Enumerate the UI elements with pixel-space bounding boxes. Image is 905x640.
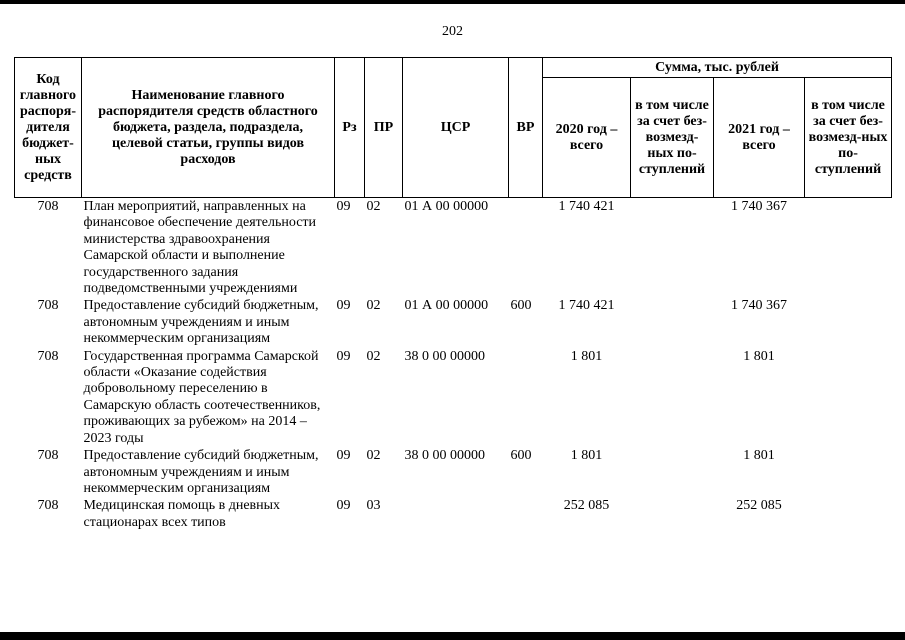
header-sum-group: Сумма, тыс. рублей (543, 58, 892, 78)
cell-code: 708 (37, 199, 59, 214)
table-body (15, 198, 892, 532)
cell-name: Предоставление субсидий бюджетным, автономным учреждениям и иным некоммерческим организациям (83, 448, 319, 496)
cell-code: 708 (37, 498, 59, 514)
table-row (15, 348, 892, 447)
cell-2020-gratuitous (631, 497, 714, 531)
cell-2020-total: 1 740 421 (558, 199, 615, 214)
cell-2021-total: 252 085 (736, 498, 782, 514)
cell-rz: 09 (336, 348, 351, 364)
cell-2021-gratuitous (805, 198, 892, 298)
cell-pr: 02 (366, 199, 381, 214)
cell-pr: 02 (366, 448, 381, 464)
table-row (15, 447, 892, 497)
cell-pr: 03 (366, 498, 381, 514)
cell-2021-total: 1 801 (743, 348, 775, 364)
cell-csr: 01 А 00 00000 (404, 298, 489, 314)
table-row (15, 297, 892, 347)
header-2021-gratuitous: в том числе за счет без-возмезд-ных по-ступлений (805, 78, 892, 198)
cell-rz: 09 (336, 199, 351, 214)
cell-2020-gratuitous (631, 297, 714, 347)
cell-code: 708 (37, 448, 59, 464)
cell-csr: 01 А 00 00000 (404, 199, 489, 214)
header-pr: ПР (365, 58, 403, 198)
cell-rz: 09 (336, 298, 351, 314)
cell-name: Предоставление субсидий бюджетным, автономным учреждениям и иным некоммерческим организациям (83, 298, 319, 347)
cell-rz: 09 (336, 448, 351, 464)
cell-csr: 38 0 00 00000 (404, 348, 485, 364)
table-row (15, 497, 892, 531)
cell-name: План мероприятий, направленных на финансовое обеспечение деятельности министерства здравоохранения Самарской области и выполнение государственного задания подведомственными учреждениями (83, 199, 317, 297)
header-csr: ЦСР (403, 58, 509, 198)
cell-2020-total: 1 801 (570, 348, 603, 364)
cell-2020-total: 252 085 (563, 498, 610, 514)
cell-code: 708 (37, 298, 59, 314)
cell-2020-gratuitous (631, 447, 714, 497)
cell-vr: 600 (510, 298, 532, 314)
header-code: Код главного распоря-дителя бюджет-ных средств (15, 58, 82, 198)
cell-csr: 38 0 00 00000 (404, 448, 485, 464)
header-2021-total: 2021 год – всего (714, 78, 805, 198)
cell-2021-gratuitous (805, 348, 892, 447)
cell-2021-gratuitous (805, 497, 892, 531)
cell-rz: 09 (336, 498, 351, 514)
cell-name: Государственная программа Самарской области «Оказание содействия добровольному переселению в Самарскую область соотечественников, проживающих за рубежом» на 2014 – 2023 годы (83, 348, 321, 446)
header-name: Наименование главного распорядителя средств областного бюджета, раздела, подраздела, целевой статьи, группы видов расходов (82, 58, 335, 198)
budget-table (14, 57, 892, 531)
cell-code: 708 (37, 348, 59, 364)
cell-vr: 600 (510, 448, 532, 464)
cell-2021-gratuitous (805, 297, 892, 347)
top-border-rule (0, 0, 905, 4)
header-vr: ВР (509, 58, 543, 198)
cell-pr: 02 (366, 348, 381, 364)
header-2020-gratuitous: в том числе за счет без-возмезд-ных по-ступлений (631, 78, 714, 198)
cell-pr: 02 (366, 298, 381, 314)
cell-vr (509, 198, 543, 298)
table-header (15, 58, 892, 198)
cell-name: Медицинская помощь в дневных стационарах всех типов (83, 498, 281, 530)
header-rz: Рз (335, 58, 365, 198)
cell-vr (509, 348, 543, 447)
cell-2020-gratuitous (631, 348, 714, 447)
cell-csr (403, 497, 509, 531)
cell-vr (509, 497, 543, 531)
cell-2021-gratuitous (805, 447, 892, 497)
cell-2021-total: 1 801 (743, 448, 775, 464)
page-number: 202 (442, 24, 463, 39)
cell-2021-total: 1 740 367 (731, 298, 787, 314)
cell-2020-gratuitous (631, 198, 714, 298)
cell-2020-total: 1 801 (570, 448, 603, 464)
table-row (15, 198, 892, 298)
cell-2021-total: 1 740 367 (731, 199, 787, 214)
header-2020-total: 2020 год – всего (543, 78, 631, 198)
bottom-border-rule (0, 632, 905, 640)
cell-2020-total: 1 740 421 (558, 298, 615, 314)
